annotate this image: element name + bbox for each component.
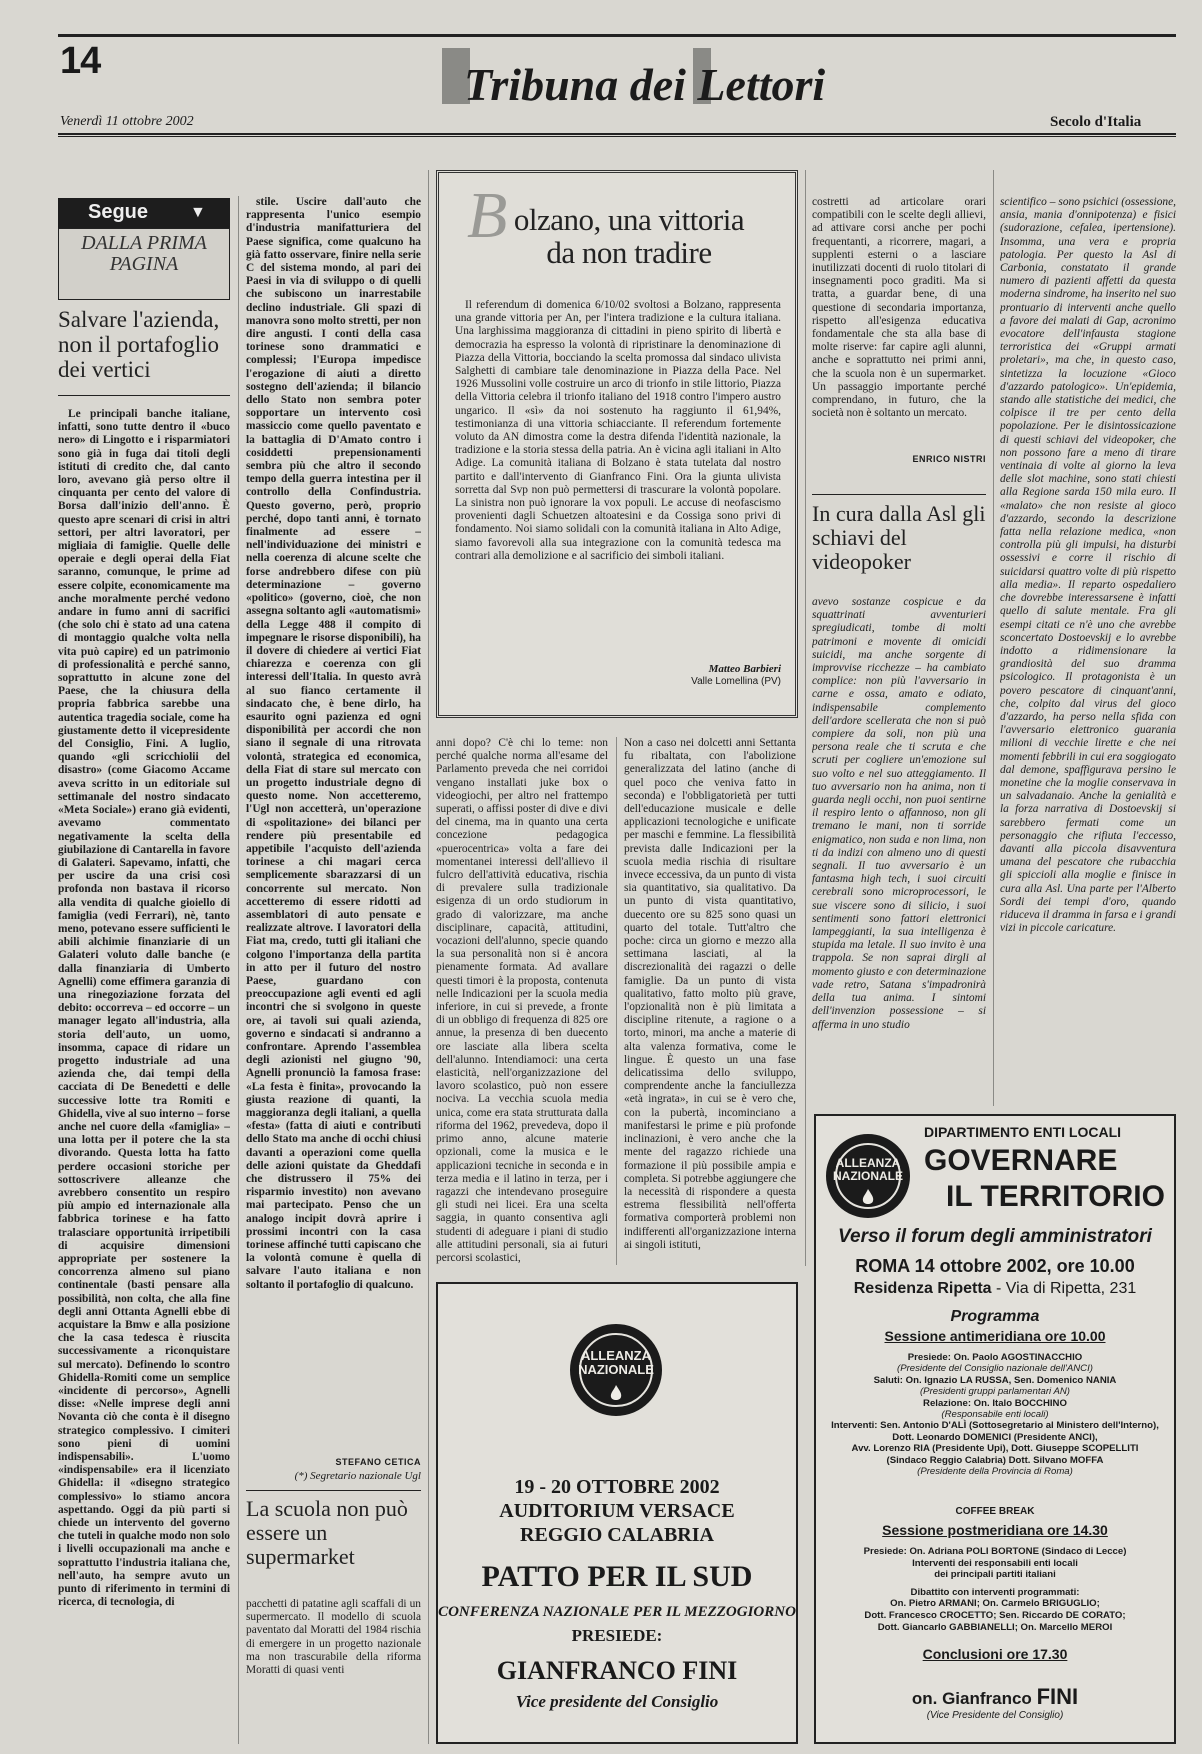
col-sep-5 (993, 170, 994, 1106)
ad-line2-0: Presiede: On. Adriana POLI BORTONE (Sindaco di Lecce) (863, 1546, 1127, 1557)
ad-address: - Via di Ripetta, 231 (996, 1280, 1137, 1297)
ad-programma: Programma (950, 1308, 1040, 1325)
ad-closing-role: (Vice Presidente del Consiglio) (926, 1710, 1064, 1721)
article1-signature-role: (*) Segretario nazionale Ugl (294, 1470, 421, 1482)
ad-sud-title: PATTO PER IL SUD (481, 1560, 753, 1593)
ad-closing-prefix: on. Gianfranco (911, 1689, 1032, 1708)
down-arrow-icon: ▼ (190, 204, 206, 221)
issue-date: Venerdì 11 ottobre 2002 (60, 114, 194, 129)
article3-colA: anni dopo? C'è chi lo teme: non perché qualche norma all'esame del Parlamento preveda che nei corridoi vengano installati juke box o videogiochi, per altro nel frattempo superati, o affissi poster di dive e divi del cinema, ma in quanto una certa concezione pedagogica «puerocentrica» volta a fare dei momentanei interessi dell'allievo il fulcro dell'attività educativa, rischia di prevalere sulla tradizionale esigenza di un ordo studiorum in grado di valorizzare, ma anche disciplinare, capacità, attitudini, vocazioni dell'alunno, specie quando la sua personalità non si è ancora pienamente formata. Ad avallare questi timori è la proposta, contenuta nelle Indicazioni per la scuola media inferiore, in cui si prevede, a fronte di un obbligo di frequenza di 825 ore annue, la presenza di ben duecento ore lasciate alla libera scelta dell'alunno. Intendiamoci: una certa elasticità, nell'organizzazione del lavoro scolastico, può non essere nociva. La vecchia scuola media unica, come era stata strutturata dalla riforma del 1962, prevedeva, dopo il primo anno, alcune materie opzionali, come la musica e le applicazioni tecniche in seconda e in terza media e il latino in terza, per i ragazzi che intendevano proseguire gli studi nei licei. Era una scelta saggia, in quanto consentiva agli studenti di adeguare i piani di studio alle attitudini personali, sia ai futuri percorsi scolastici, (436, 737, 608, 1264)
ad-line2-1: Interventi dei responsabili enti locali (912, 1557, 1078, 1569)
ad-sud-venue: AUDITORIUM VERSACE (499, 1500, 735, 1522)
article3-colC: costretti ad articolare orari compatibili con le scelte degli allievi, ad attivare corsi anche per pochi frequentanti, a ricorrere, magari, a supplenti esterni o a lasciare inutilizzati docenti di ruolo titolari di insegnamenti poco graditi. Ma si tratta, a guardar bene, di una questione di secondaria importanza, rispetto all'esigenza educativa fondamentale che sta alla base di molte riserve: far capire agli alunni, anche e soprattutto nei primi anni, che la scuola non è un supermarket. Un passaggio importante perché comprendano, in futuro, che la società non è soltanto un mercato. (812, 196, 986, 420)
publication-name: Secolo d'Italia (1050, 114, 1142, 130)
ad-line2-2: dei principali partiti italiani (934, 1569, 1056, 1581)
logo2-line1: ALLEANZA (835, 1156, 901, 1170)
ad-conclusioni: Conclusioni ore 17.30 (922, 1646, 1068, 1662)
ad-title1: GOVERNARE (924, 1144, 1118, 1177)
segue-box (58, 228, 230, 300)
flame-icon-2 (861, 1189, 875, 1207)
ad-line2-4: On. Pietro ARMANI; On. Carmelo BRIGUGLIO; (890, 1598, 1100, 1610)
segue-label: Segue (88, 201, 149, 223)
article4-rule (812, 494, 986, 495)
ad-sud-name: GIANFRANCO FINI (496, 1656, 738, 1685)
col-sep-1 (238, 196, 239, 1744)
ad-patto-sud (436, 1282, 798, 1744)
ad-line-3: (Presidenti gruppi parlamentari AN) (919, 1386, 1070, 1398)
header-rule-thin (58, 136, 1176, 137)
article3-rule (246, 1490, 421, 1491)
article2-place: Valle Lomellina (PV) (691, 676, 781, 687)
logo2-line2: NAZIONALE (833, 1169, 903, 1183)
segue-sub: DALLA PRIMA PAGINA (81, 232, 207, 275)
ad-line2-6: Dott. Giancarlo GABBIANELLI; On. Marcello MEROI (877, 1621, 1113, 1633)
ad-line-5: (Responsabile enti locali) (941, 1409, 1049, 1421)
ad-morning-lines (820, 1352, 1170, 1477)
article3-colB: Non a caso nei dolcetti anni Settanta fu ribaltata, con l'abolizione generalizzata del latino (anche di quel poco che veniva fatto in seconda) e l'obbligatorietà per tutti dell'educazione musicale e delle applicazioni tecnologiche e unificate per maschi e femmine. La flessibilità prevista dalle Indicazioni per la scuola media rischia di risultare invece eccessiva, da un punto di vista sia quantitativo, sia qualitativo. Da un punto di vista quantitativo, duecento ore su 825 sono quasi un quarto del totale. Tutt'altro che poche: circa un giorno e mezzo alla settimana lasciati, al la discrezionalità dei ragazzi o delle famiglie. Da un punto di vista qualitativo, fatto molto più grave, l'opzionalità non è più limitata a discipline ritenute, a ragione o a torto, minori, ma anche a materie di alta valenza formativa, come le lingue. È questo un una fase delicatissima dello sviluppo, comprendente anche la fanciullezza «età ingrata», in cui se è vero che, con la pubertà, incominciano a manifestarsi le prime e più profonde inclinazioni, è vero anche che la mente del ragazzo richiede una formazione il più possibile ampia e completa. Si potrebbe aggiungere che la necessità di rispondere a questa estrema flessibilità nell'offerta formativa comporterà problemi non indifferenti all'organizzazione interna ai singoli istituti, (624, 737, 796, 1251)
segue-banner (58, 198, 230, 228)
ad-sud-role: Vice presidente del Consiglio (515, 1692, 719, 1711)
article1-col2: stile. Uscire dall'auto che rappresenta l'unico esempio d'industria manifatturiera del Paese significa, come qualcuno ha già fatto osservare, finire nella serie C del sistema mondo, al pari dei Paesi in via di sviluppo o di quelli che subiscono un inarrestabile declino industriale. Gli spazi di manovra sono molto stretti, per non dire angusti. I conti della casa torinese sono drammatici e complessi; l'Europa impedisce l'erogazione di aiuti a diretto sostegno dell'azienda; il bilancio dello Stato non sembra poter sopportare un intervento così massiccio come quello paventato e la battaglia di D'Amato contro i cosiddetti prepensionamenti sembra più che altro il secondo tempo della guerra intestina per il controllo della Confindustria. Questo governo, però, proprio perché, dopo tanti anni, è tornato finalmente ad essere – nell'individuazione dei ministri e nella coerenza di alcune scelte che forse andrebbero difese con più determinazione – governo «politico» (governo, cioè, che non assegna soltanto agli «automatismi» della Legge 488 il compito di impegnare le risorse disponibili), ha il dovere di chiedere ai vertici Fiat chiarezza e coerenza con gli interessi dell'Italia. In questo avrà al suo fianco certamente il sindacato che, è bene dirlo, ha esaurito ogni pazienza ed ogni disponibilità per accordi che non siano il segnale di una ritrovata volontà, strategica ed economica, della Fiat di stare sul mercato con un progetto industriale degno di questo nome. Non accetteremo, l'Ugl non accetterà, un'operazione di «spolitazione» dei bilanci per rendere più presentabile ed appetibile l'acquisto dell'azienda torinese a chi magari cerca semplicemente sbarazzarsi di un concorrente sul mercato. Non accetteremo di essere ridotti ad assemblatori di auto pensate e realizzate altrove. I lavoratori della Fiat ma, credo, tutti gli italiani che colgono l'importanza della partita in atto per il futuro del nostro Paese, guardano con preoccupazione agli eventi ed agli incontri che si svolgono in queste ore, ai tavoli sui quali azienda, governo e sindacati si andranno a confrontare. Aprendo l'assemblea degli azionisti nel giugno '90, Agnelli pronunciò la famosa frase: «La festa è finita», provocando la giusta reazione di quanti, la maggioranza degli italiani, a quella «festa» (fatta di aiuti e contributi dello Stato ma anche di occhi chiusi davanti a operazioni come quella delle azioni quistate da Gheddafi che distrussero il 75% dei risparmio investito) non avevano mai partecipato. Penso che un analogo incipit dovrà aprire i prossimi incontri con la casa torinese affinché tutti capiscano che la volontà comune è quella di salvare l'auto italiana e non soltanto il portafoglio di qualcuno. (246, 196, 421, 1291)
ad-sud-presiede: PRESIEDE: (571, 1626, 663, 1645)
alleanza-nazionale-logo (570, 1324, 662, 1416)
ad-afternoon-lines (820, 1546, 1170, 1633)
article4-colA: avevo sostanze cospicue e da squattrinati avventurieri spregiudicati, tombe di molti patrimoni e movente di omicidi suicidi, ma anche sorgente di improvvise ricchezze – ha cambiato complice: non più l'avversario in carne e ossa, amato e odiato, indispensabile complemento dell'ardore scellerata che non si può compiere da soli, non più una persona reale che ti scruta e che scruti per cogliere un'emozione sul suo volto e nel suo atteggiamento. Il tuo avversario non ha anima, non ti guarda negli occhi, non puoi sentirne il respiro lento o affannoso, non gli tremano le mani, non ti sorride enigmatico, non suda e non lima, non ti da indizi con almeno uno di questi segnali. Il tuo avversario è un fantasma high tech, i suoi circuiti cerebrali sono microprocessori, le sue viscere sono di silicio, i suoi sentimenti sono fattori elettronici lampeggianti, la sua intelligenza è stupida ma letale. Il suo invito è una trappola. Se non saprai dirgli al momento giusto e con determinazione vade retro, Satana s'impadronirà della tua anima. I sintomi dell'invenzion possessione – si afferma in uno studio (812, 596, 986, 1031)
ad-dept: DIPARTIMENTO ENTI LOCALI (924, 1124, 1122, 1140)
article1-rule (58, 395, 230, 396)
ad-line-1: (Presidente del Consiglio nazionale dell'ANCI) (897, 1363, 1093, 1375)
article4-title: In cura dalla Asl gli schiavi del videopoker (812, 501, 986, 574)
logo-line1: ALLEANZA (580, 1348, 652, 1363)
article2-box (436, 170, 798, 718)
ad-line-9: (Presidente della Provincia di Roma) (917, 1466, 1073, 1478)
article2-title: olzano, una vittoria da non tradire (513, 202, 745, 271)
ad-closing-last: FINI (1036, 1684, 1079, 1709)
ad-sud-dates: 19 - 20 OTTOBRE 2002 (514, 1476, 720, 1498)
article1-col1: Le principali banche italiane, infatti, sono tutte dentro il «buco nero» di Lingotto e i risparmiatori sono già in fuga dai titoli degli istituti di credito che, dal canto loro, avevano già perso oltre il cinquanta per cento del valore di Borsa dall'inizio dell'anno. È questo apre scenari di crisi in altri settori, per altri lavoratori, per migliaia di famiglie. Quelle delle operaie e degli operai della Fiat saranno, comunque, le prime ad essere colpite, economicamente ma anche moralmente perché vedono andare in fumo anni di sacrifici (che solo chi è stato ad una catena di montaggio qualche volta nella vita può capire) ed un patrimonio di professionalità e perché sanno, soprattutto in alcune zone del Paese, che la chiusura della propria fabbrica sarebbe una autentica tragedia sociale, come ha giustamente detto il vicepresidente del Consiglio, Fini. A luglio, quando «gli scricchiolii del disastro» (come Giacomo Accame aveva scritto in un editoriale sul settimanale del nostro sindacato «Meta Sociale») erano già evidenti, avevamo commentato negativamente la scelta della giubilazione di Cantarella in favore di Galateri. Sapevamo, infatti, che per uscire da una crisi così profonda non bastava il ricorso alla vendita di qualche gioiello di famiglia (vedi Ferrari), nè, tanto meno, potevano essere sufficienti le abili alchimie finanziarie di un Galateri voluto dalle banche (e dalla finanziaria di Umberto Agnelli) come effimera garanzia di una rinegoziazione forzata del debito: occorreva – ed occorre – un manager legato all'industria, alla storia dell'auto, un uomo, insomma, capace di ridare un progetto industriale ad una azienda che, dai tempi della cacciata di De Benedetti e delle successive lotte tra Romiti e Ghidella, vive al suo interno – forse anche nel cuore della «famiglia» – una lotta per il potere che la sta divorando. Questa lotta ha fatto perdere occasioni storiche per sottoscrivere alleanze che avrebbero consentito un respiro più ampio ed internazionale alla fabbrica torinese e ha fatto tralasciare opportunità irripetibili di acquisire dimensioni appropriate per sostenere la concorrenza almeno sul piano continentale (basti pensare alla possibilità, non colta, che alla fine degli anni Ottanta Agnelli ebbe di acquistare la Bmw e alla posizione che la casa tedesca è riuscita successivamente a riconquistare sul mercato). Definendo lo scontro Ghidella-Romiti come un semplice «incidente di percorso», Agnelli disse: «Nelle imprese degli anni Novanta ciò che conta è il disegno strategico complessivo. I cimiteri sono pieni di uomini indispensabili». L'uomo «indispensabile» era il licenziato Ghidella: il «disegno strategico complessivo» lo stiamo ancora aspettando. Oggi da più parti si chiede un intervento del governo che tuteli in qualche modo non solo i livelli occupazionali ma anche e soprattutto l'industria italiana che, nell'auto, ha sempre avuto un punto di riferimento in termini di ricerca, di tecnologia, di (58, 408, 230, 1609)
ad-governare-territorio (814, 1114, 1176, 1744)
article1-signature: STEFANO CETICA (335, 1457, 421, 1467)
article2-signature: Matteo Barbieri (708, 663, 781, 675)
ad-line-8: (Sindaco Reggio Calabria) Dott. Silvano MOFFA (886, 1454, 1104, 1466)
logo-line2: NAZIONALE (578, 1362, 654, 1377)
col-sep-4 (805, 170, 806, 1266)
ad-line2-5: Dott. Francesco CROCETTO; Sen. Riccardo DE CORATO; (864, 1609, 1126, 1621)
page-number: 14 (60, 40, 101, 82)
article2-body: Il referendum di domenica 6/10/02 svoltosi a Bolzano, rappresenta una grande vittoria per An, per l'intera tradizione e la cultura italiana. Una larghissima maggioranza di cittadini in pieno spirito di libertà e democrazia ha espresso la volontà di ripristinare la denominazione di Piazza della Vittoria, bocciando la scelta promossa dal sindaco ulivista Salghetti di cambiare tale denominazione in Piazza della Pace. Nel 1926 Mussolini volle costruire un arco di trionfo in stile littorio, Piazza della Vittoria celebra il trionfo italiano del 1918 contro l'impero austro ungarico. Il «sì» da noi sostenuto ha raggiunto il 61,94%, testimonianza di una vittoria schiacciante. Il referendum fortemente voluto da AN dimostra come la destra difenda l'identità nazionale, la tradizione e la storia stessa della patria. An è vicina agli italiani in Alto Adige. La comunità italiana di Bolzano è stata tutelata dal nostro partito e dall'intervento di Gianfranco Fini. Ora la giunta ulivista sorretta dal Svp non può permettersi di trascurare la volontà popolare. La sinistra non può ignorare la vox populi. Le accuse di neofascismo provenienti dagli Schuetzen altoatesini e da Cossiga sono privi di fondamento. Noi siamo solidali con la comunità italiana in Alto Adige, siamo favorevoli alla sua integrazione con la comunità tedesca ma contrari alla demolizione e al sacrificio dei simboli italiani. (455, 299, 781, 562)
article3-title: La scuola non può essere un supermarket (246, 1496, 408, 1569)
ad-sud-subtitle: CONFERENZA NAZIONALE PER IL MEZZOGIORNO (438, 1604, 796, 1620)
article2-initial: B (467, 179, 508, 252)
masthead-text: Tribuna dei Lettori (464, 59, 826, 110)
ad-coffee: COFFEE BREAK (955, 1506, 1035, 1517)
ad-title2: IL TERRITORIO (946, 1180, 1165, 1213)
ad-sud-city: REGGIO CALABRIA (520, 1524, 714, 1546)
ad-morning: Sessione antimeridiana ore 10.00 (884, 1328, 1106, 1344)
ad-line-7: Avv. Lorenzo RIA (Presidente Upi), Dott. Giuseppe SCOPELLITI (851, 1443, 1139, 1455)
article4-colB: scientifico – sono psichici (ossessione, ansia, mania d'onnipotenza) e fisici (sudorazione, cefalea, ipertensione). Insomma, una vera e propria patologia. Per questo la Asl di Carbonia, constatato il grande numero di pazienti affetti da questa moderna sindrome, ha inserito nel suo prontuario di interventi anche quello a favore dei malati di Gap, acronimo evocatore dell'infausta stagione terroristica dei «Gruppi armati proletari», ma che, in questo caso, sintetizza la locuzione «Gioco d'azzardo patologico». Un'epidemia, stando alle statistiche dei medici, che colpisce il tre per cento della popolazione. Per le disintossicazione di questi schiavi del videopoker, che non possono fare a meno di tirare ventinaia di volte al giorno la leva delle slot machine, sono stati chiesti alla Regione sarda 150 mila euro. Il «malato» che non resiste al gioco d'azzardo, secondo la descrizione fatta nella relazione medica, «non controlla più gli impulsi, ha disturbi ossessivi e corre il rischio di suicidarsi quattro volte di più rispetto alla media». Il reparto ospedaliero che dovrebbe interessarsene è infatti quello di salute mentale. Fra gli esempi citati ce n'è uno che avrebbe sconcertato Dostoevskij e lo avrebbe indotto a ridimensionare la grandiosità del suo dramma psicologico. Il protagonista è un povero pescatore di cinquant'anni, che, colpito dal virus del gioco d'azzardo, ha perso nella sfida con l'avversario elettronico guarania milioni di vecchie lirette e che nei momenti febbrili in cui era soggiogato dal demone, spaffigurava persino le monetine che la moglie conservava in un salvadanaio. Anche la genialità e la forza narrativa di Dostoevskij si sarebbero fermati come un personaggio che rifiuta l'eccesso, davanti alla piccola disavventura umana del pescatore che rubacchia gli spiccioli alla moglie e finisce in cura alla Asl. Una parte per l'Alberto Sordi dei tempi d'oro, quando riduceva il dramma in farsa e i grandi vizi in piccole caricature. (1000, 196, 1176, 935)
ad-line-4: Relazione: On. Italo BOCCHINO (923, 1397, 1067, 1409)
ad-afternoon: Sessione postmeridiana ore 14.30 (882, 1522, 1108, 1538)
header-rule (58, 133, 1176, 135)
article1-title: Salvare l'azienda, non il portafoglio dei vertici (58, 307, 220, 382)
col-sep-2 (428, 170, 429, 1744)
ad-line-2: Saluti: On. Ignazio LA RUSSA, Sen. Domenico NANIA (873, 1374, 1117, 1386)
ad-tagline: Verso il forum degli amministratori (838, 1226, 1152, 1247)
alleanza-nazionale-logo-2 (826, 1134, 910, 1218)
col-sep-3 (616, 737, 617, 1265)
flame-icon (609, 1385, 623, 1403)
article3-signature: ENRICO NISTRI (912, 454, 986, 464)
ad-line-6: Interventi: Sen. Antonio D'ALÌ (Sottosegretario al Ministero dell'Interno), Dott. Leonardo DOMENICI (Presidente ANCI), (831, 1420, 1159, 1443)
ad-place: Residenza Ripetta (853, 1280, 992, 1297)
ad-line-0: Presiede: On. Paolo AGOSTINACCHIO (907, 1352, 1083, 1363)
masthead (430, 36, 830, 108)
article3-tail: pacchetti di patatine agli scaffali di un supermercato. Il modello di scuola paventato dal Moratti del 1984 rischia di emergere in un progetto nazionale ma non trascurabile della riforma Moratti di quasi venti (246, 1598, 421, 1677)
ad-line2-3: Dibattito con interventi programmati: (910, 1586, 1080, 1598)
ad-date-line: ROMA 14 ottobre 2002, ore 10.00 (855, 1256, 1135, 1276)
